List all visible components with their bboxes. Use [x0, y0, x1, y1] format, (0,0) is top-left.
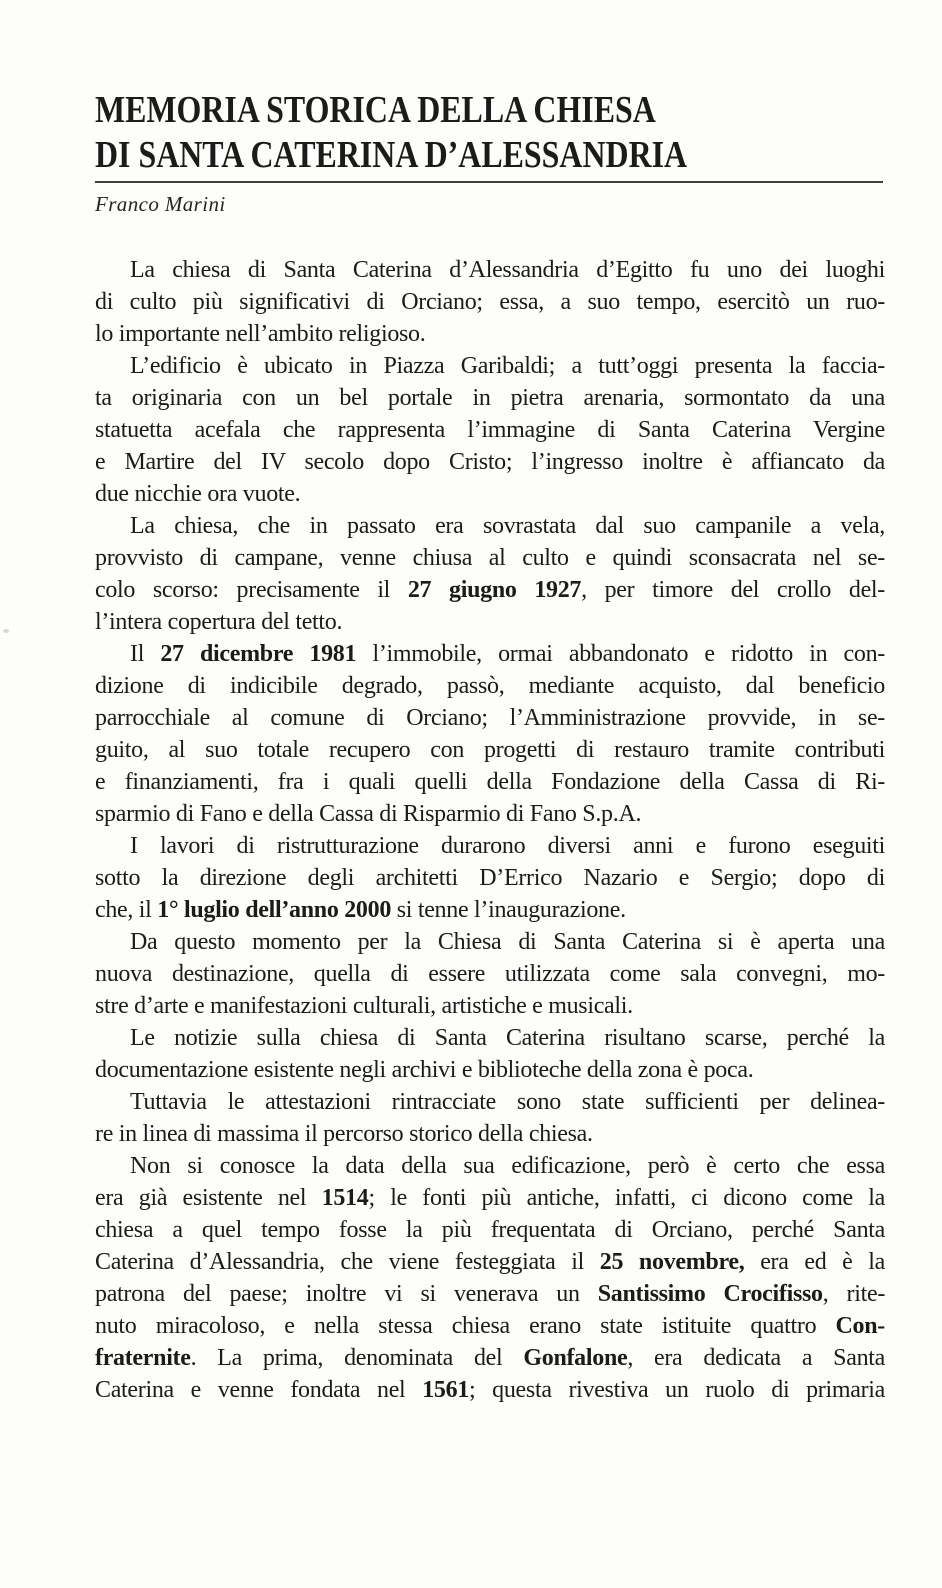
text: nuto miracoloso, e nella stessa chiesa erano state istituite quattro [95, 1313, 836, 1339]
text: re in linea di massima il percorso storico della chiesa. [95, 1121, 593, 1147]
text: l’immobile, ormai abbandonato e ridotto in con- [356, 641, 885, 667]
text-line [95, 830, 885, 862]
text: La chiesa, che in passato era sovrastata dal suo campanile a vela, [130, 513, 885, 539]
paragraph [95, 350, 885, 510]
author-byline: Franco Marini [95, 192, 226, 216]
title-rule [95, 181, 883, 183]
text-line [95, 1118, 885, 1150]
text-line [95, 734, 885, 766]
text-line [95, 1278, 885, 1310]
text: sotto la direzione degli architetti D’Errico Nazario e Sergio; dopo di [95, 865, 885, 891]
text-line [95, 1182, 885, 1214]
text: e finanziamenti, fra i quali quelli della Fondazione della Cassa di Ri- [95, 769, 885, 795]
text-line [95, 766, 885, 798]
bold-text: 1° luglio dell’anno 2000 [157, 897, 392, 923]
text: l’intera copertura del tetto. [95, 609, 343, 635]
text-line [95, 958, 885, 990]
paragraph [95, 1150, 885, 1406]
text-line [95, 1374, 885, 1406]
paragraph [95, 254, 885, 350]
text: Non si conosce la data della sua edificazione, però è certo che essa [130, 1153, 885, 1179]
text: era ed è la [744, 1249, 885, 1275]
text: ; le fonti più antiche, infatti, ci dicono come la [368, 1185, 886, 1211]
text-line [95, 286, 885, 318]
text: ; questa rivestiva un ruolo di primaria [469, 1377, 885, 1403]
text: Da questo momento per la Chiesa di Santa Caterina si è aperta una [130, 929, 885, 955]
text: ta originaria con un bel portale in pietra arenaria, sormontato da una [95, 385, 885, 411]
text: patrona del paese; inoltre vi si venerava un [95, 1281, 598, 1307]
bold-text: 25 novembre, [599, 1249, 745, 1275]
text: statuetta acefala che rappresenta l’immagine di Santa Caterina Vergine [95, 417, 885, 443]
text: guito, al suo totale recupero con progetti di restauro tramite contributi [95, 737, 885, 763]
text: L’edificio è ubicato in Piazza Garibaldi; a tutt’oggi presenta la faccia- [130, 353, 885, 379]
text-line [95, 606, 885, 638]
text-line [95, 382, 885, 414]
text: sparmio di Fano e della Cassa di Risparmio di Fano S.p.A. [95, 801, 642, 827]
text: si tenne l’inaugurazione. [391, 897, 626, 923]
text-line [95, 1246, 885, 1278]
text: due nicchie ora vuote. [95, 481, 301, 507]
bold-text: 1561 [422, 1377, 470, 1403]
text: Caterina d’Alessandria, che viene festeggiata il [95, 1249, 600, 1275]
text-line [95, 1022, 885, 1054]
text: nuova destinazione, quella di essere utilizzata come sala convegni, mo- [95, 961, 885, 987]
bold-text: 1514 [321, 1185, 369, 1211]
text: Tuttavia le attestazioni rintracciate sono state sufficienti per delinea- [130, 1089, 885, 1115]
text-line [95, 446, 885, 478]
text: che, il [95, 897, 158, 923]
bold-text: 27 giugno 1927 [407, 577, 582, 603]
text-line [95, 798, 885, 830]
paragraph [95, 1022, 885, 1086]
article-header [95, 88, 942, 216]
text-line [95, 1214, 885, 1246]
text-line [95, 318, 885, 350]
text: Caterina e venne fondata nel [95, 1377, 423, 1403]
title-line-1: MEMORIA STORICA DELLA CHIESA [95, 89, 656, 131]
text-line [95, 574, 885, 606]
text: lo importante nell’ambito religioso. [95, 321, 426, 347]
bold-text: Con- [835, 1313, 885, 1339]
book-page [0, 88, 942, 1588]
text-line [95, 926, 885, 958]
text: Le notizie sulla chiesa di Santa Caterina risultano scarse, perché la [130, 1025, 885, 1051]
text: , rite- [822, 1281, 886, 1307]
text: Il [130, 641, 161, 667]
text-line [95, 1310, 885, 1342]
article-body [95, 254, 885, 1406]
paragraph [95, 926, 885, 1022]
paragraph [95, 830, 885, 926]
text-line [95, 478, 885, 510]
bold-text: Gonfalone [523, 1345, 628, 1371]
text: provvisto di campane, venne chiusa al culto e quindi sconsacrata nel se- [95, 545, 885, 571]
text-line [95, 862, 885, 894]
text: e Martire del IV secolo dopo Cristo; l’ingresso inoltre è affiancato da [95, 449, 885, 475]
text-line [95, 894, 885, 926]
text-line [95, 542, 885, 574]
paragraph [95, 1086, 885, 1150]
text: documentazione esistente negli archivi e biblioteche della zona è poca. [95, 1057, 754, 1083]
text: . La prima, denominata del [190, 1345, 524, 1371]
text: , per timore del crollo del- [581, 577, 885, 603]
bold-text: Santissimo Crocifisso [597, 1281, 823, 1307]
text: stre d’arte e manifestazioni culturali, artistiche e musicali. [95, 993, 633, 1019]
text: era già esistente nel [95, 1185, 322, 1211]
text-line [95, 1054, 885, 1086]
text: dizione di indicibile degrado, passò, mediante acquisto, dal beneficio [95, 673, 885, 699]
text: La chiesa di Santa Caterina d’Alessandria d’Egitto fu uno dei luoghi [130, 257, 885, 283]
text-line [95, 1342, 885, 1374]
text: chiesa a quel tempo fosse la più frequentata di Orciano, perché Santa [95, 1217, 885, 1243]
text-line [95, 350, 885, 382]
text: , era dedicata a Santa [627, 1345, 885, 1371]
text-line [95, 510, 885, 542]
text-line [95, 990, 885, 1022]
text-line [95, 414, 885, 446]
title-line-2: DI SANTA CATERINA D’ALESSANDRIA [95, 134, 688, 176]
text: di culto più significativi di Orciano; essa, a suo tempo, esercitò un ruo- [95, 289, 885, 315]
text: I lavori di ristrutturazione durarono diversi anni e furono eseguiti [130, 833, 885, 859]
text: parrocchiale al comune di Orciano; l’Amministrazione provvide, in se- [95, 705, 885, 731]
text-line [95, 1150, 885, 1182]
bold-text: 27 dicembre 1981 [160, 641, 357, 667]
paragraph [95, 510, 885, 638]
text-line [95, 1086, 885, 1118]
scan-artifact [3, 629, 9, 633]
paragraph [95, 638, 885, 830]
text-line [95, 254, 885, 286]
text-line [95, 702, 885, 734]
text-line [95, 638, 885, 670]
bold-text: fraternite [95, 1345, 191, 1371]
text-line [95, 670, 885, 702]
page-title [95, 88, 942, 178]
text: colo scorso: precisamente il [95, 577, 408, 603]
